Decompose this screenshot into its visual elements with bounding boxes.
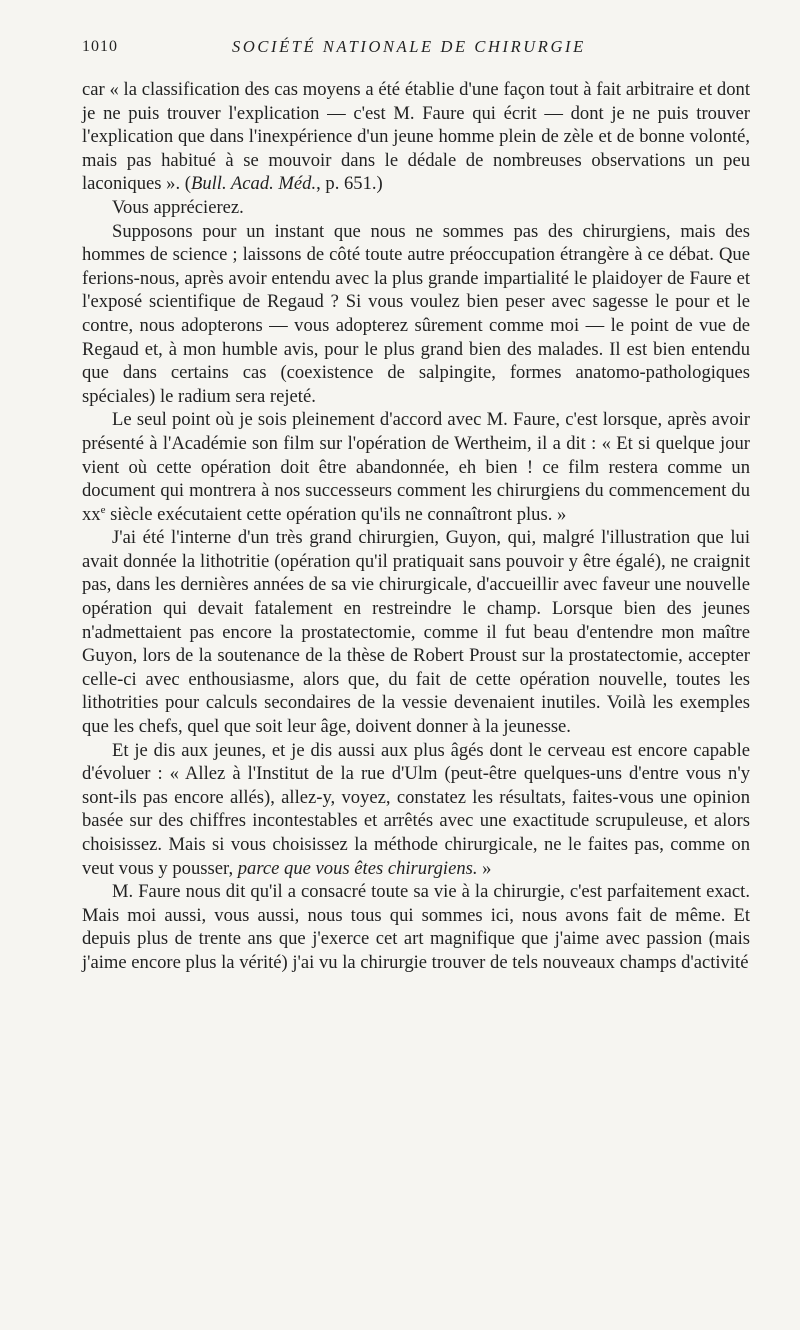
paragraph-5: J'ai été l'interne d'un très grand chirurgien, Guyon, qui, malgré l'illustration que lui avait donnée la lithotritie (opération qu'il pratiquait sans pouvoir y être égalé), ne craignit pas, dans les dernières années de sa vie chirurgicale, d'accueillir avec faveur une nouvelle opération qui devait fatalement en restreindre le champ. Lorsque bien des jeunes n'admettaient pas encore la prostatectomie, comme il fut beau d'entendre mon maître Guyon, lors de la soutenance de la thèse de Robert Proust sur la prostatectomie, accepter celle-ci avec enthousiasme, alors que, du fait de cette opération nouvelle, toutes les lithotrities pour calculs secondaires de la vessie devenaient inutiles. Voilà les exemples que les chefs, quel que soit leur âge, doivent donner à la jeunesse.: [82, 527, 750, 738]
paragraph-6: [82, 739, 750, 881]
paragraph-4-text-b: siècle exécutaient cette opération qu'ils ne connaîtront plus. »: [105, 503, 567, 525]
running-title: SOCIÉTÉ NATIONALE DE CHIRURGIE: [232, 37, 586, 56]
paragraph-6-text-b: »: [477, 857, 492, 879]
paragraph-7: M. Faure nous dit qu'il a consacré toute sa vie à la chirurgie, c'est parfaitement exact. Mais moi aussi, vous aussi, nous tous qui sommes ici, nous avons fait de même. Et depuis plus de trente ans que j'exerce cet art magnifique que j'aime avec passion (mais j'aime encore plus la vérité) j'ai vu la chirurgie trouver de tels nouveaux champs d'activité: [82, 881, 750, 973]
paragraph-2: Vous apprécierez.: [112, 196, 244, 218]
paragraph-1: [82, 78, 750, 196]
page-number: 1010: [82, 38, 118, 55]
body-text: [82, 78, 750, 975]
paragraph-4: [82, 408, 750, 526]
citation-open: (: [184, 173, 191, 195]
citation: [185, 173, 383, 194]
paragraph-1-text: car « la classification des cas moyens a été établie d'une façon tout à fait arbitraire et dont je ne puis trouver l'explication — c'est M. Faure qui écrit — dont je ne puis trouver l'explication que dans l'inexpérience d'un jeune homme plein de zèle et de bonne volonté, mais pas habitué à se mouvoir dans le dédale de nombreuses observations un peu laconiques ».: [82, 79, 750, 195]
citation-journal: Bull. Acad. Méd.: [190, 173, 317, 195]
paragraph-4-text-a: Le seul point où je sois pleinement d'accord avec M. Faure, c'est lorsque, après avoir présenté à l'Académie son film sur l'opération de Wertheim, il a dit : « Et si quelque jour vient où cette opération doit être abandonnée, eh bien ! ce film restera comme un document qui montrera à nos successeurs comment les chirurgiens du commencement du xx: [82, 409, 750, 525]
page-header: [82, 34, 750, 64]
paragraph-3: Supposons pour un instant que nous ne sommes pas des chirurgiens, mais des hommes de science ; laissons de côté toute autre préoccupation étrangère à ce débat. Que ferions-nous, après avoir entendu avec la plus grande impartialité le plaidoyer de Faure et l'exposé scientifique de Regaud ? Si vous voulez bien peser avec sagesse le pour et le contre, nous adopterons — vous adopterez sûrement comme moi — le point de vue de Regaud et, à mon humble avis, pour le plus grand bien des malades. Il est bien entendu que dans certains cas (coexistence de salpingite, formes anatomo-pathologiques spéciales) le radium sera rejeté.: [82, 220, 750, 407]
paragraph-6-text-a: Et je dis aux jeunes, et je dis aussi aux plus âgés dont le cerveau est encore capable d'évoluer : « Allez à l'Institut de la rue d'Ulm (peut-être quelques-uns d'entre vous n'y sont-ils pas encore allés), allez-y, voyez, constatez les résultats, faites-vous une opinion basée sur des chiffres incontestables et arrêtés avec une exactitude scrupuleuse, et alors choisissez. Mais si vous choisissez la méthode chirurgicale, ne le faites pas, comme on veut vous y pousser,: [82, 739, 750, 879]
paragraph-6-italic: parce que vous êtes chirurgiens.: [237, 857, 478, 879]
superscript-e: e: [100, 503, 106, 516]
citation-page: , p. 651.): [316, 173, 383, 195]
